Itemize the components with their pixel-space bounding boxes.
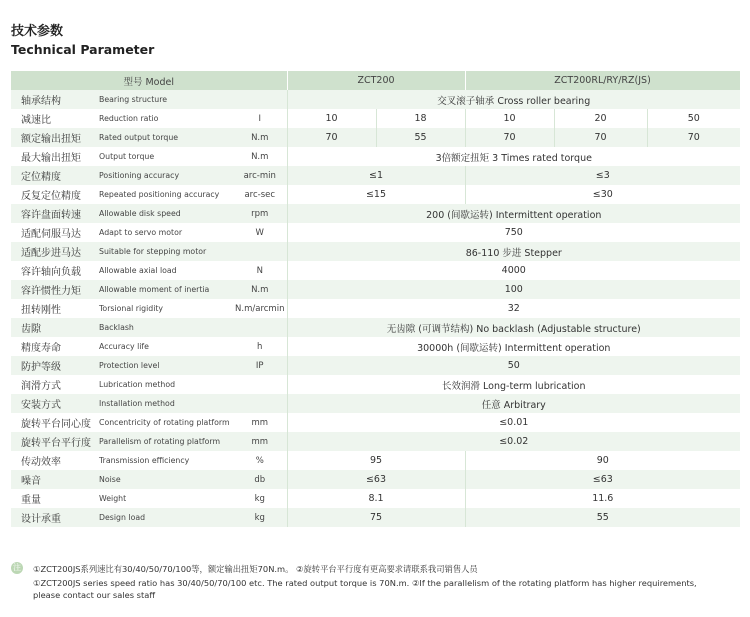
table-row <box>11 185 740 204</box>
param-value: 750 <box>287 223 740 242</box>
param-unit <box>233 375 287 394</box>
param-name-en: Design load <box>97 508 233 527</box>
param-name-cn: 轴承结构 <box>11 90 97 109</box>
param-name-cn: 安装方式 <box>11 394 97 413</box>
param-name-en: Installation method <box>97 394 233 413</box>
param-unit: arc-min <box>233 166 287 185</box>
table-row <box>11 204 740 223</box>
param-value: ≤0.01 <box>287 413 740 432</box>
param-unit: arc-sec <box>233 185 287 204</box>
param-name-en: Noise <box>97 470 233 489</box>
table-row <box>11 223 740 242</box>
param-name-en: Bearing structure <box>97 90 233 109</box>
param-value: 55 <box>376 128 465 147</box>
param-value: 70 <box>287 128 376 147</box>
section-title-cn: 技术参数 <box>11 24 64 39</box>
param-unit: mm <box>233 413 287 432</box>
param-value-zct200: 75 <box>287 508 465 527</box>
param-unit <box>233 394 287 413</box>
table-row <box>11 109 740 128</box>
note-line-en-2: please contact our sales staff <box>33 590 156 600</box>
param-value: 交叉滚子轴承 Cross roller bearing <box>287 90 740 109</box>
table-row <box>11 470 740 489</box>
param-value: 70 <box>554 128 647 147</box>
param-value: 10 <box>465 109 554 128</box>
param-value-zct200: 8.1 <box>287 489 465 508</box>
param-name-en: Concentricity of rotating platform <box>99 418 230 427</box>
param-value: 3倍额定扭矩 3 Times rated torque <box>287 147 740 166</box>
param-name-cn: 设计承重 <box>11 508 97 527</box>
table-row <box>11 90 740 109</box>
param-name-cn: 适配伺服马达 <box>21 229 81 240</box>
param-name-cn: 容许轴向负载 <box>21 267 81 278</box>
param-value: 200 (间歇运转) Intermittent operation <box>287 204 740 223</box>
param-name-en: Positioning accuracy <box>97 166 233 185</box>
table-row <box>11 413 740 432</box>
param-name-cn: 额定输出扭矩 <box>11 128 97 147</box>
table-row <box>11 489 740 508</box>
param-name-cn: 润滑方式 <box>21 381 61 392</box>
param-name-en: Adapt to servo motor <box>99 228 183 237</box>
param-value: 20 <box>554 109 647 128</box>
param-name-cn: 反复定位精度 <box>21 191 81 202</box>
param-name-en: Repeated positioning accuracy <box>99 190 220 199</box>
param-value-zct200rl: ≤30 <box>592 189 613 200</box>
param-value-zct200rl: ≤3 <box>465 166 740 185</box>
note-line-cn: ①ZCT200JS系列速比有30/40/50/70/100等，额定输出扭矩70N.m。 ②旋转平台平行度有更高要求请联系我司销售人员 <box>33 564 478 574</box>
param-unit <box>233 318 287 337</box>
param-name-en: Suitable for stepping motor <box>97 242 233 261</box>
note-icon: 注 <box>13 563 21 572</box>
param-name-en: Accuracy life <box>99 342 149 351</box>
param-name-cn: 定位精度 <box>11 166 97 185</box>
param-value: 32 <box>287 299 740 318</box>
table-row <box>11 451 740 470</box>
param-name-cn: 传动效率 <box>21 457 61 468</box>
param-unit: db <box>233 470 287 489</box>
header-zct200: ZCT200 <box>287 71 465 90</box>
param-value: 4000 <box>287 261 740 280</box>
param-name-cn: 适配步进马达 <box>11 242 97 261</box>
param-name-cn: 防护等级 <box>11 356 97 375</box>
table-row <box>11 166 740 185</box>
param-name-en: Lubrication method <box>99 380 176 389</box>
note-line-en-1: ①ZCT200JS series speed ratio has 30/40/50/70/100 etc. The rated output torque is 70N.m. ②If the parallelism of the rotating platform has higher requirements, <box>33 578 697 588</box>
param-name-cn: 最大输出扭矩 <box>21 153 81 164</box>
param-value: 100 <box>287 280 740 299</box>
param-value: 长效润滑 Long-term lubrication <box>287 375 740 394</box>
table-row <box>11 337 740 356</box>
table-row <box>11 128 740 147</box>
param-name-cn: 减速比 <box>21 115 51 126</box>
param-unit: IP <box>233 356 287 375</box>
param-name-cn: 容许惯性力矩 <box>11 280 97 299</box>
param-name-en: Parallelism of rotating platform <box>97 432 233 451</box>
param-unit: I <box>233 109 287 128</box>
param-name-en: Rated output torque <box>97 128 233 147</box>
table-row <box>11 318 740 337</box>
parameter-table <box>11 71 741 527</box>
param-name-cn: 齿隙 <box>11 318 97 337</box>
param-value: 70 <box>647 128 740 147</box>
table-row <box>11 261 740 280</box>
table-row <box>11 280 740 299</box>
param-name-en: Transmission efficiency <box>99 456 190 465</box>
param-unit: % <box>233 451 287 470</box>
param-name-en: Reduction ratio <box>99 114 159 123</box>
param-name-cn: 旋转平台平行度 <box>11 432 97 451</box>
param-unit: N.m <box>233 280 287 299</box>
param-unit: kg <box>233 508 287 527</box>
param-value-zct200: ≤63 <box>287 470 465 489</box>
param-unit: mm <box>233 432 287 451</box>
param-value: 50 <box>287 356 740 375</box>
param-value-zct200rl: ≤63 <box>465 470 740 489</box>
param-name-cn: 精度寿命 <box>21 343 61 354</box>
param-name-cn: 扭转刚性 <box>21 305 61 316</box>
param-value: 无齿隙 (可调节结构) No backlash (Adjustable structure) <box>287 318 740 337</box>
param-name-en: Torsional rigidity <box>99 304 164 313</box>
table-header-row <box>11 71 740 90</box>
param-name-en: Protection level <box>97 356 233 375</box>
param-value: 30000h (间歇运转) Intermittent operation <box>287 337 740 356</box>
param-unit: W <box>233 223 287 242</box>
header-zct200rl: ZCT200RL/RY/RZ(JS) <box>465 71 740 90</box>
param-name-cn: 噪音 <box>11 470 97 489</box>
param-unit: N.m <box>233 128 287 147</box>
param-unit: N <box>233 261 287 280</box>
table-row <box>11 147 740 166</box>
param-value-zct200: 95 <box>287 451 465 470</box>
param-value-zct200: ≤1 <box>287 166 465 185</box>
param-name-en: Output torque <box>99 152 155 161</box>
param-name-en: Weight <box>99 494 127 503</box>
table-row <box>11 299 740 318</box>
param-value-zct200rl: 11.6 <box>592 493 614 504</box>
table-row <box>11 242 740 261</box>
param-value: 86-110 步进 Stepper <box>287 242 740 261</box>
param-name-en: Allowable moment of inertia <box>97 280 233 299</box>
param-value: 18 <box>376 109 465 128</box>
param-name-cn: 重量 <box>21 495 41 506</box>
param-value-zct200rl: 55 <box>465 508 740 527</box>
param-value: 50 <box>687 113 700 124</box>
section-title-en: Technical Parameter <box>11 42 155 57</box>
table-row <box>11 432 740 451</box>
param-name-cn: 容许盘面转速 <box>11 204 97 223</box>
param-unit: N.m/arcmin <box>233 299 287 318</box>
param-name-en: Backlash <box>97 318 233 337</box>
table-row <box>11 394 740 413</box>
param-unit: h <box>233 337 287 356</box>
param-value-zct200rl: 90 <box>596 455 609 466</box>
param-value-zct200: ≤15 <box>287 185 465 204</box>
param-value: 10 <box>287 109 376 128</box>
param-unit <box>233 90 287 109</box>
table-row <box>11 356 740 375</box>
param-unit: kg <box>233 489 287 508</box>
param-unit <box>233 242 287 261</box>
param-name-cn: 旋转平台同心度 <box>21 419 91 430</box>
param-unit: N.m <box>233 147 287 166</box>
header-model: 型号 Model <box>11 71 287 90</box>
table-row <box>11 508 740 527</box>
param-unit: rpm <box>233 204 287 223</box>
param-name-en: Allowable disk speed <box>97 204 233 223</box>
param-name-en: Allowable axial load <box>99 266 177 275</box>
param-value: ≤0.02 <box>287 432 740 451</box>
param-value: 任意 Arbitrary <box>287 394 740 413</box>
table-row <box>11 375 740 394</box>
param-value: 70 <box>465 128 554 147</box>
